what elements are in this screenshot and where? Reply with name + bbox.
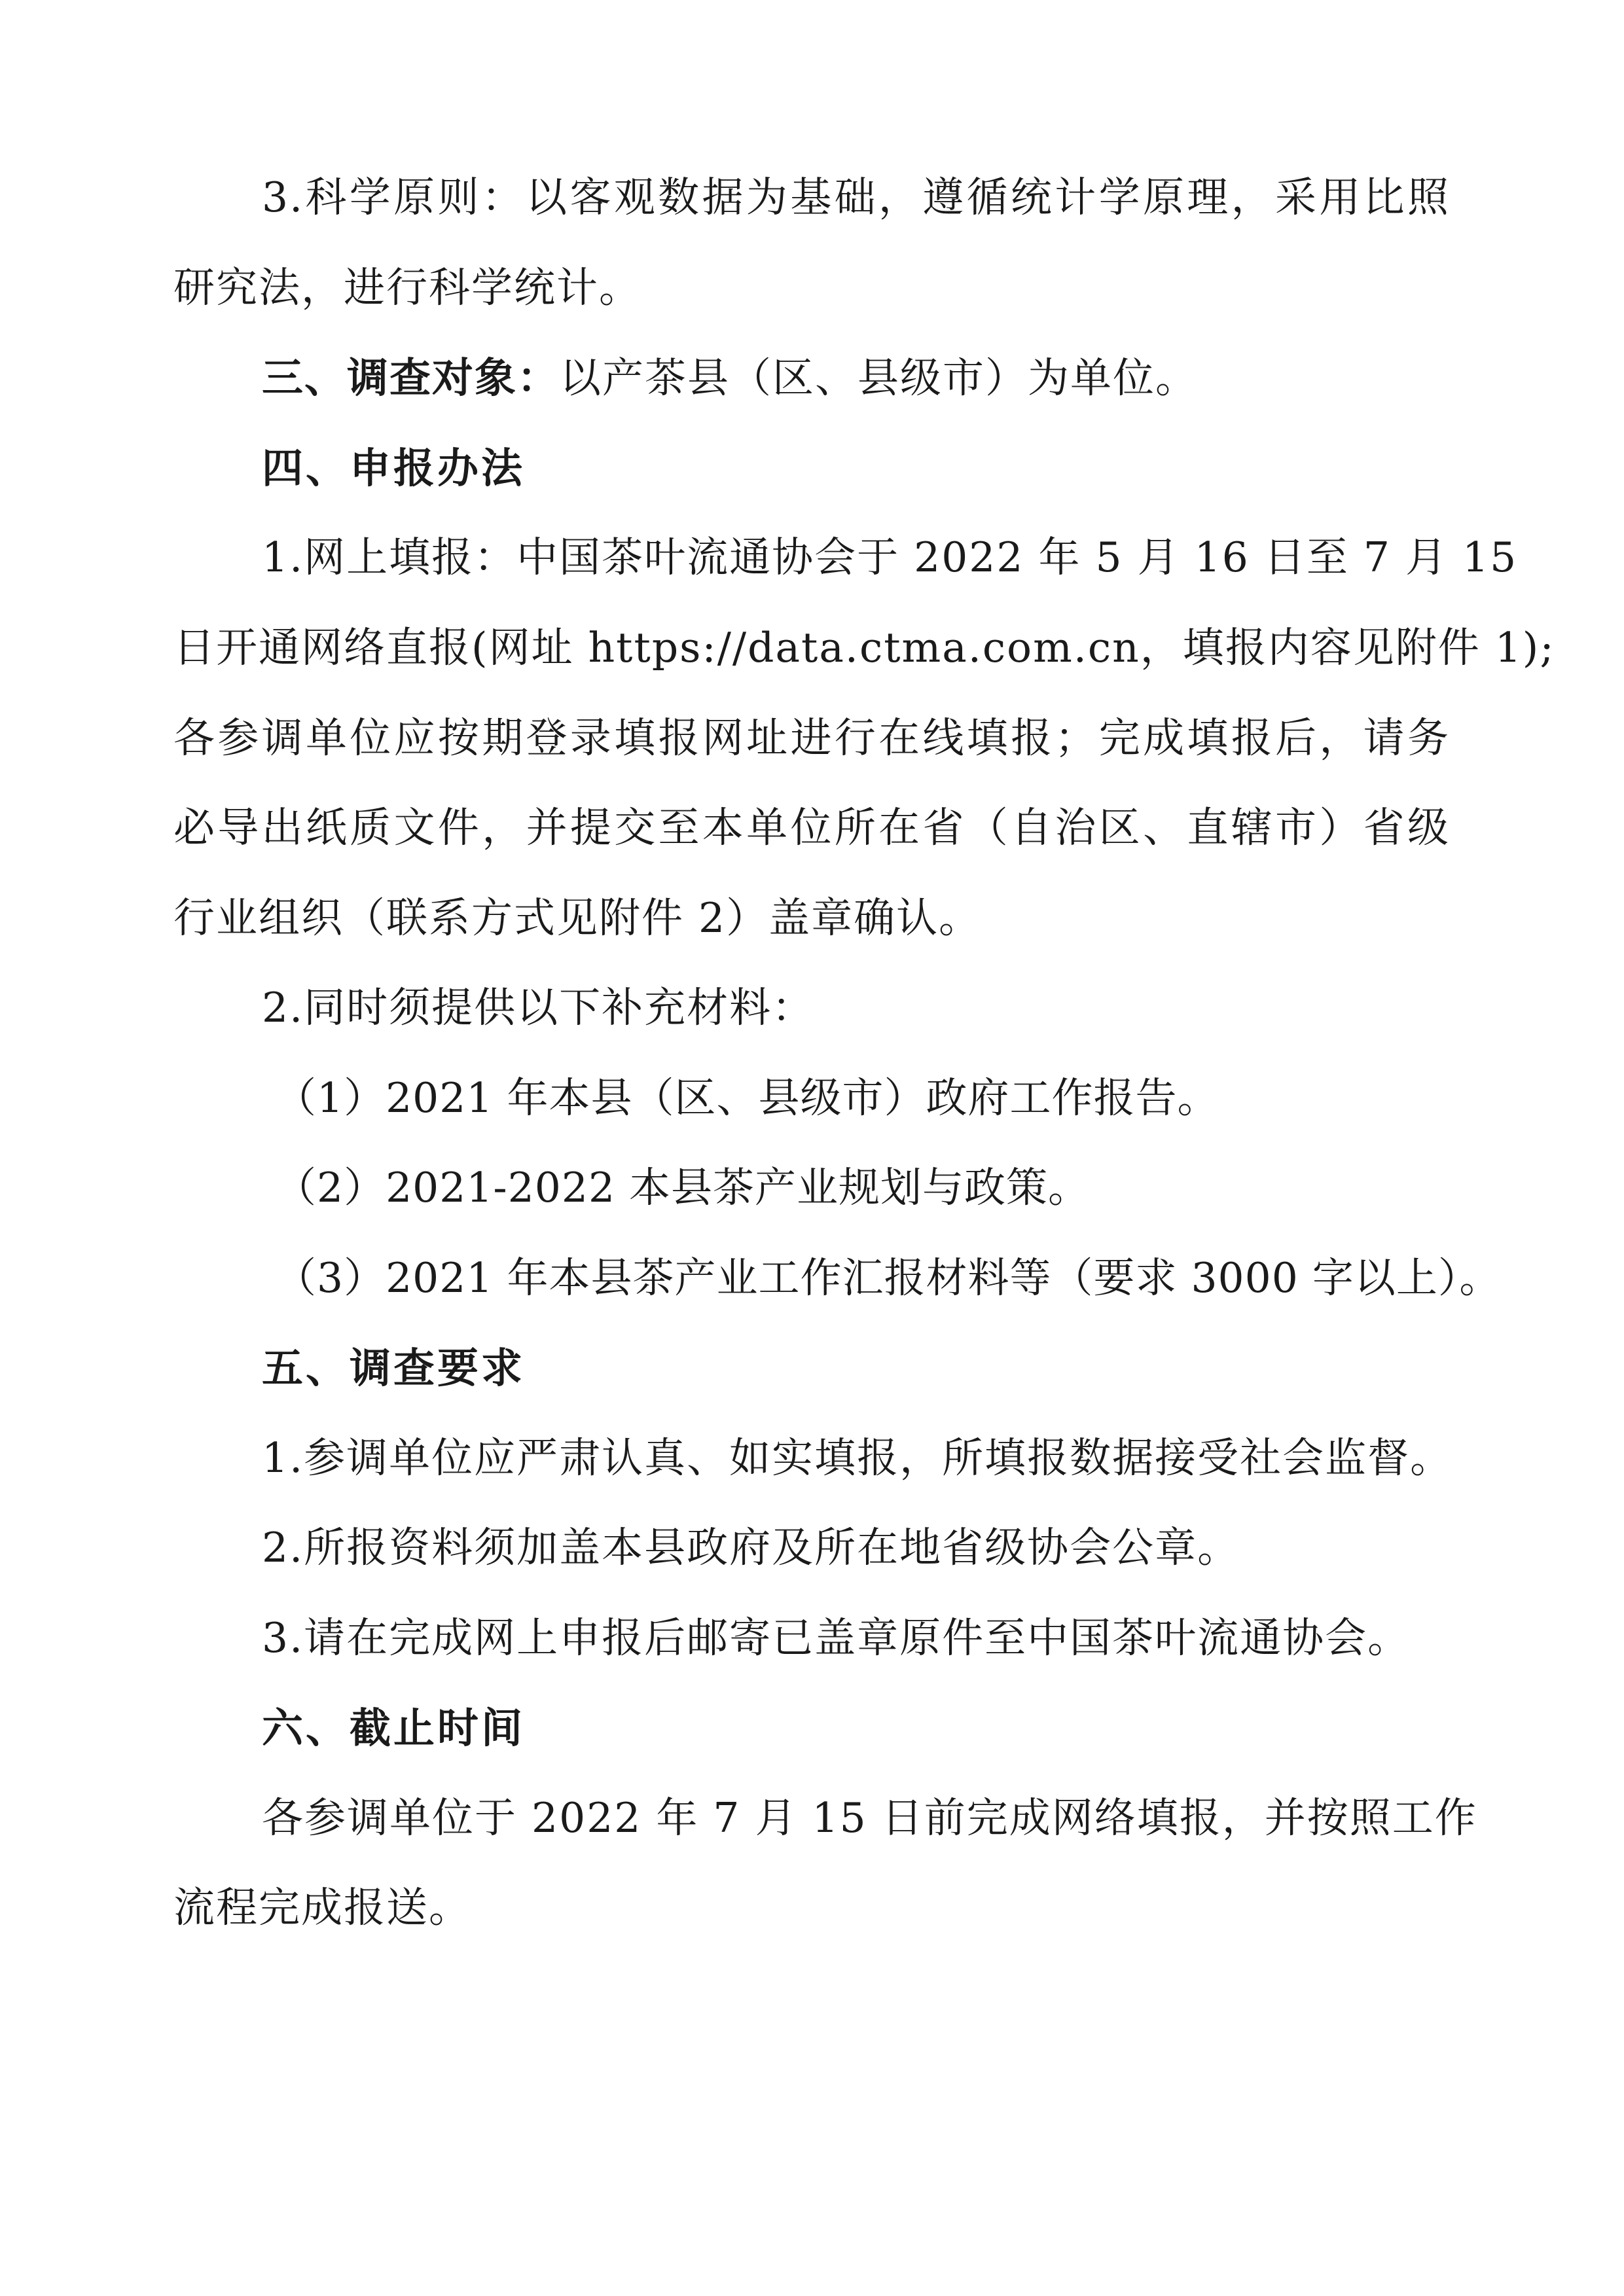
section-5-heading: 五、调查要求: [262, 1344, 525, 1392]
material-item-3: （3）2021 年本县茶产业工作汇报材料等（要求 3000 字以上）。: [275, 1254, 1502, 1302]
online-report-line-5: 行业组织（联系方式见附件 2）盖章确认。: [173, 894, 982, 942]
section-6-heading: 六、截止时间: [262, 1704, 525, 1752]
section-3-paragraph: [262, 351, 1198, 404]
requirement-2: 2.所报资料须加盖本县政府及所在地省级协会公章。: [262, 1524, 1240, 1571]
online-report-line-4: 必导出纸质文件，并提交至本单位所在省（自治区、直辖市）省级: [173, 804, 1450, 852]
section-3-text: 以产茶县（区、县级市）为单位。: [560, 354, 1198, 402]
material-item-1: （1）2021 年本县（区、县级市）政府工作报告。: [275, 1074, 1219, 1122]
requirement-1: 1.参调单位应严肃认真、如实填报，所填报数据接受社会监督。: [262, 1434, 1453, 1482]
online-report-line-3: 各参调单位应按期登录填报网址进行在线填报；完成填报后，请务: [173, 714, 1450, 762]
principle-3-line-1: 3.科学原则：以客观数据为基础，遵循统计学原理，采用比照: [262, 173, 1450, 221]
principle-3-line-2: 研究法，进行科学统计。: [173, 264, 641, 312]
deadline-line-1: 各参调单位于 2022 年 7 月 15 日前完成网络填报，并按照工作: [262, 1794, 1477, 1842]
supplementary-materials-intro: 2.同时须提供以下补充材料：: [262, 984, 815, 1031]
online-report-line-2: 日开通网络直报(网址 https://data.ctma.com.cn，填报内容见附件 1);: [173, 624, 1555, 672]
section-4-heading: 四、申报办法: [262, 444, 525, 492]
requirement-3: 3.请在完成网上申报后邮寄已盖章原件至中国茶叶流通协会。: [262, 1614, 1411, 1662]
online-report-line-1: 1.网上填报：中国茶叶流通协会于 2022 年 5 月 16 日至 7 月 15: [262, 533, 1518, 581]
section-3-label: 三、调查对象：: [262, 353, 560, 402]
deadline-line-2: 流程完成报送。: [173, 1884, 471, 1931]
material-item-2: （2）2021-2022 本县茶产业规划与政策。: [275, 1164, 1091, 1211]
